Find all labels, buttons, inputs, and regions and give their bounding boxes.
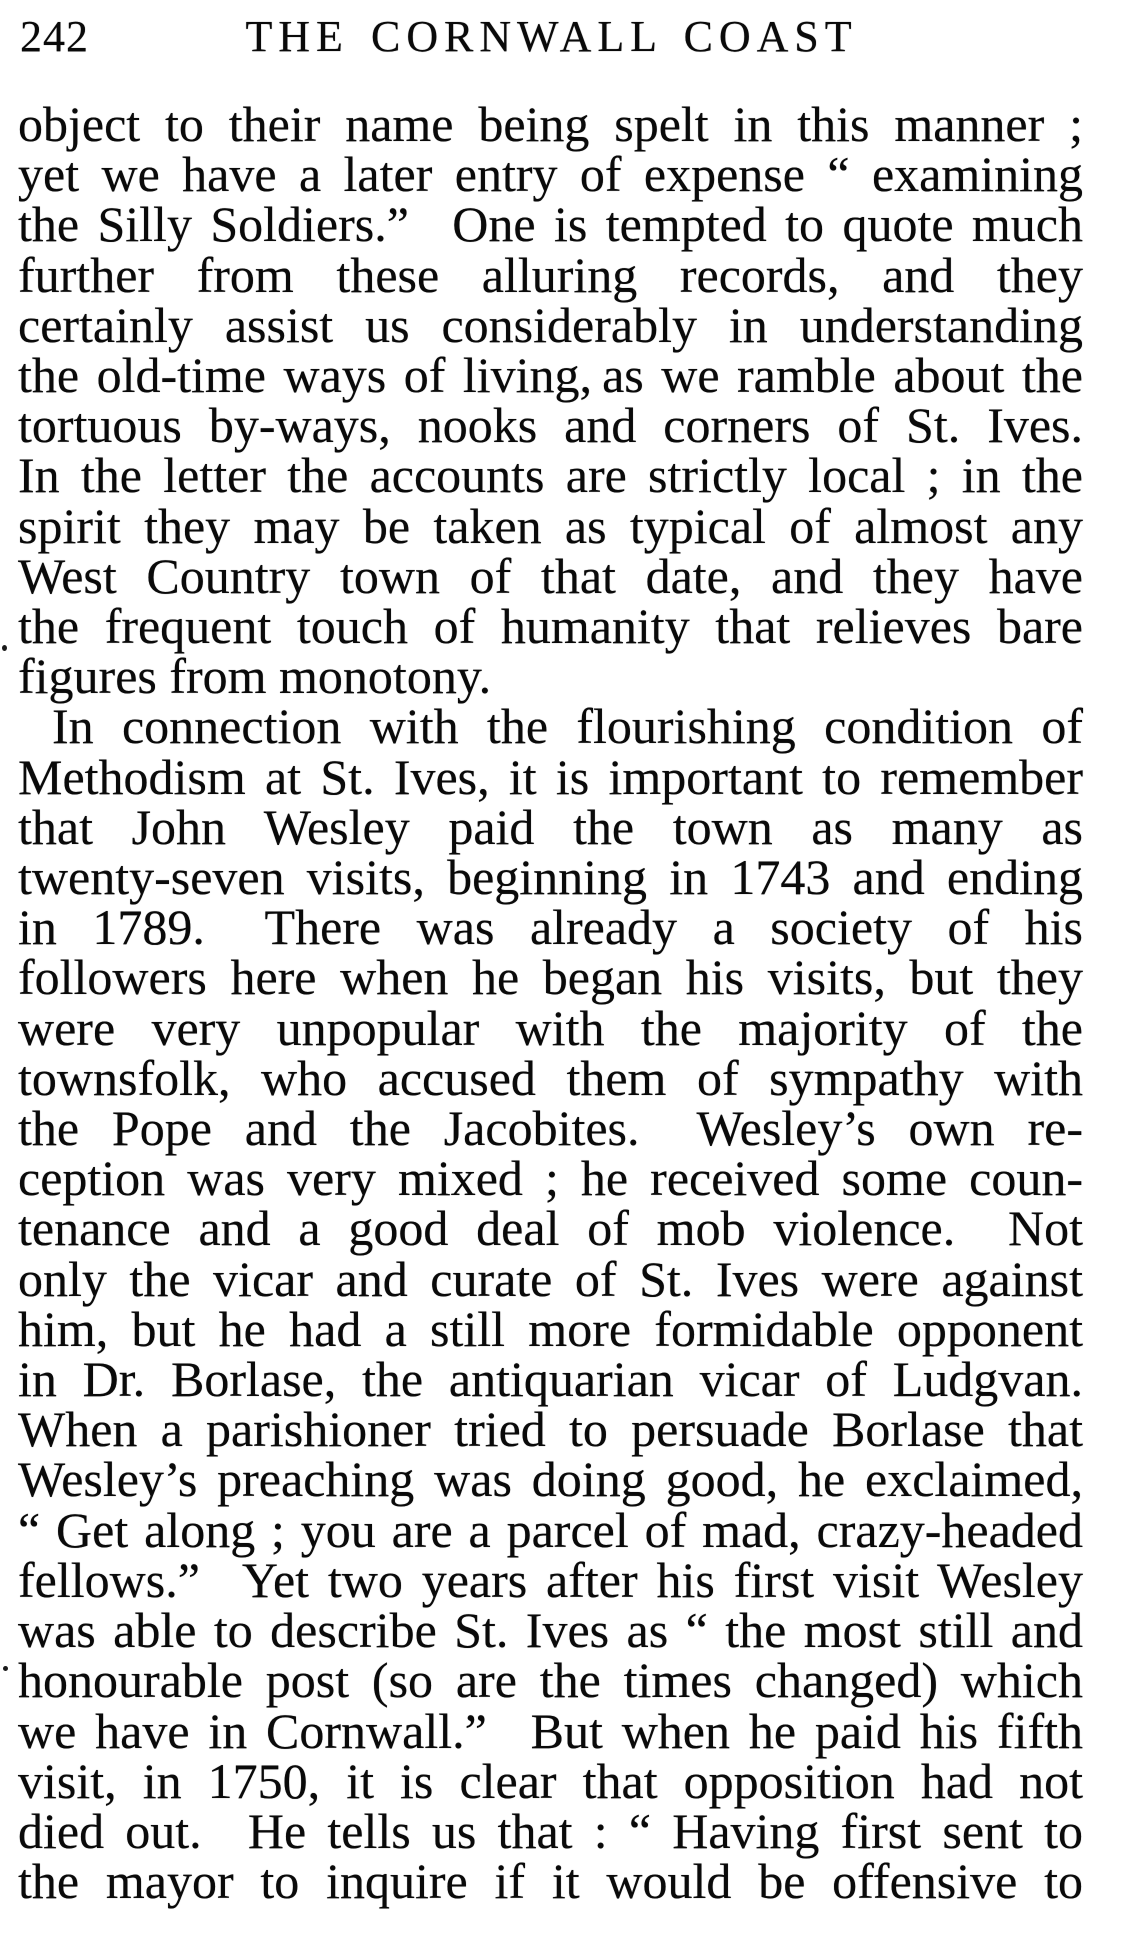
text-line: Methodism at St. Ives, it is important to remember: [18, 748, 1083, 805]
text-line: followers here when he began his visits, but they: [18, 949, 1083, 1006]
text-line: the Silly Soldiers.” One is tempted to quote much: [18, 196, 1083, 253]
text-line: townsfolk, who accused them of sympathy with: [18, 1049, 1083, 1106]
text-line: were very unpopular with the majority of the: [18, 999, 1083, 1056]
text-line: When a parishioner tried to persuade Borlase that: [18, 1401, 1083, 1458]
text-line: only the vicar and curate of St. Ives were against: [18, 1250, 1083, 1307]
text-line: certainly assist us considerably in understanding: [18, 296, 1083, 353]
text-line: the frequent touch of humanity that relieves bare: [18, 598, 1083, 655]
text-line: further from these alluring records, and they: [18, 246, 1083, 303]
text-line: him, but he had a still more formidable opponent: [18, 1300, 1083, 1357]
text-line: In connection with the flourishing condition of: [52, 698, 1083, 755]
text-line: died out. He tells us that : “ Having first sent to: [18, 1802, 1083, 1859]
text-line: in 1789. There was already a society of his: [18, 899, 1083, 956]
text-line: honourable post (so are the times changed) which: [18, 1652, 1083, 1709]
text-line: ception was very mixed ; he received some coun-: [18, 1150, 1083, 1207]
text-line: figures from monotony.: [18, 648, 492, 705]
text-line: tortuous by-ways, nooks and corners of St. Ives.: [18, 397, 1083, 454]
text-line: the Pope and the Jacobites. Wesley’s own re-: [18, 1100, 1083, 1157]
text-line: object to their name being spelt in this manner ;: [18, 96, 1083, 152]
text-line: in Dr. Borlase, the antiquarian vicar of Ludgvan.: [18, 1351, 1083, 1408]
text-line: visit, in 1750, it is clear that opposition had not: [18, 1752, 1083, 1809]
text-line: tenance and a good deal of mob violence. Not: [18, 1200, 1083, 1257]
text-line: In the letter the accounts are strictly local ; in the: [18, 447, 1083, 504]
page-number: 242: [20, 12, 89, 61]
paragraph: [18, 96, 1083, 705]
text-line: “ Get along ; you are a parcel of mad, crazy-headed: [18, 1501, 1083, 1558]
text-line: fellows.” Yet two years after his first visit Wesley: [18, 1551, 1083, 1608]
scan-speck: [3, 1666, 8, 1671]
text-line: Wesley’s preaching was doing good, he exclaimed,: [18, 1451, 1083, 1508]
paragraph: [18, 698, 1083, 1910]
text-line: yet we have a later entry of expense “ examining: [18, 146, 1083, 203]
page-body: [18, 96, 1083, 1910]
text-line: spirit they may be taken as typical of almost any: [18, 497, 1083, 554]
running-header: [20, 12, 1083, 61]
scan-speck: [2, 645, 7, 651]
text-line: that John Wesley paid the town as many as: [18, 798, 1083, 855]
text-line: was able to describe St. Ives as “ the most still and: [18, 1602, 1083, 1659]
running-title: THE CORNWALL COAST: [245, 12, 858, 61]
text-line: the old-time ways of living, as we ramble about the: [18, 347, 1083, 404]
text-line: twenty-seven visits, beginning in 1743 and ending: [18, 849, 1083, 906]
text-line: West Country town of that date, and they have: [18, 547, 1083, 604]
text-line: the mayor to inquire if it would be offensive to: [18, 1853, 1083, 1910]
text-line: we have in Cornwall.” But when he paid his fifth: [18, 1702, 1083, 1759]
